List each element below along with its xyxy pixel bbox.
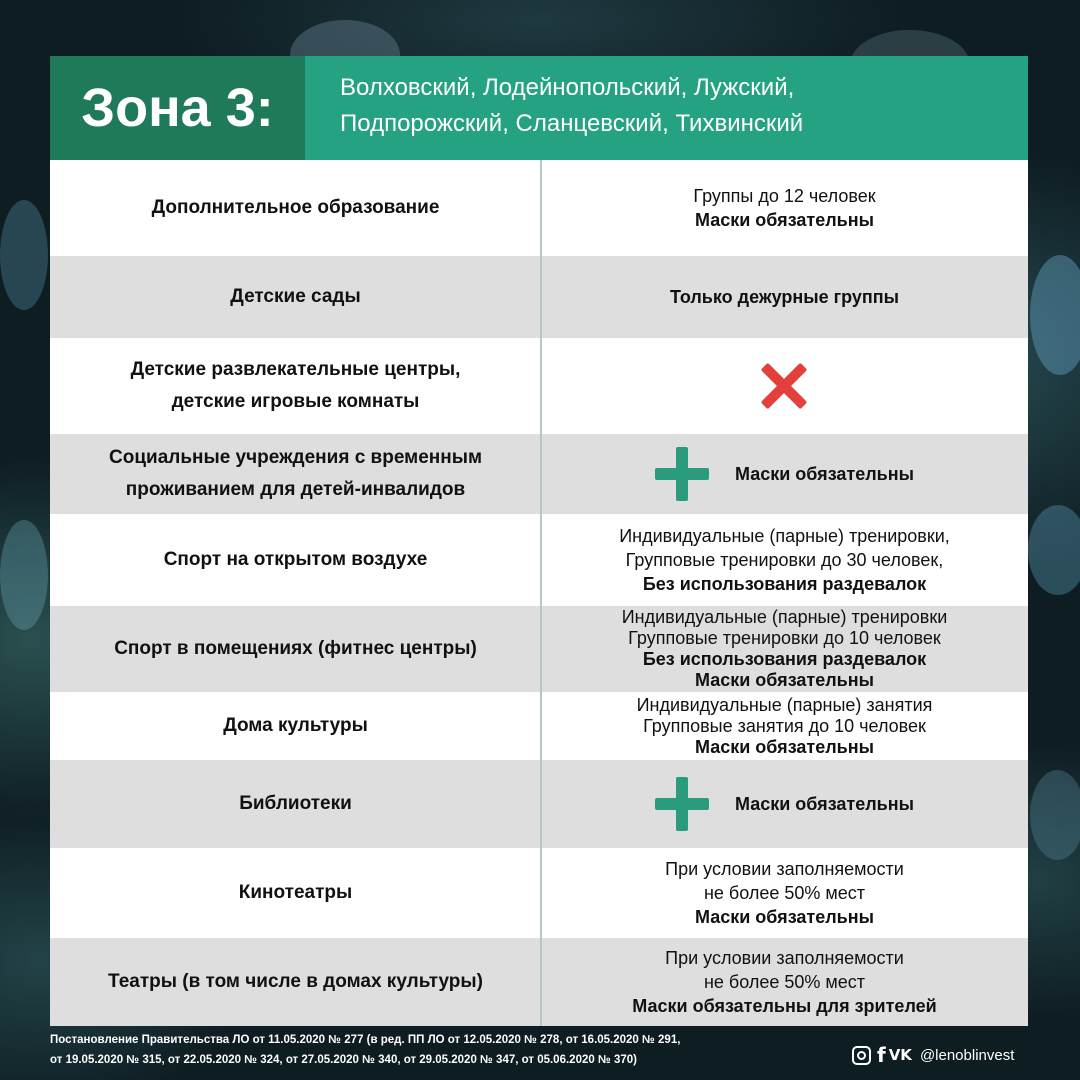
rule-text: Маски обязательны <box>695 736 874 757</box>
category-cell <box>50 434 541 514</box>
card-header <box>50 56 1028 160</box>
rule-text: Группы до 12 человек <box>693 186 876 206</box>
rule-text: Без использования раздевалок <box>642 574 927 594</box>
cross-icon <box>761 362 809 410</box>
column-divider <box>540 160 542 1026</box>
instagram-icon[interactable] <box>852 1046 871 1065</box>
table-row <box>50 434 1028 514</box>
allowed-indicator <box>655 447 914 501</box>
social-links <box>852 1043 1014 1067</box>
category-cell <box>50 160 541 256</box>
background-blob <box>1028 505 1080 595</box>
rule-text: При условии заполняемости <box>665 948 904 968</box>
footnote-line-2: от 19.05.2020 № 315, от 22.05.2020 № 324, от 27.05.2020 № 340, от 29.05.2020 № 347, от 05.06.2020 № 370) <box>50 1054 637 1066</box>
social-handle[interactable]: @lenoblinvest <box>919 1046 1015 1064</box>
rule-cell <box>541 434 1028 514</box>
category-cell <box>50 606 541 692</box>
rule-text: При условии заполняемости <box>665 859 904 879</box>
facebook-icon[interactable]: f <box>877 1043 886 1067</box>
table-row <box>50 160 1028 256</box>
table-row <box>50 606 1028 692</box>
rule-text: Групповые тренировки до 30 человек, <box>625 550 944 570</box>
rule-cell <box>541 848 1028 938</box>
category-cell <box>50 760 541 848</box>
table-row <box>50 256 1028 338</box>
footnote-line-1: Постановление Правительства ЛО от 11.05.2020 № 277 (в ред. ПП ЛО от 12.05.2020 № 278, от 16.05.2020 № 291, <box>50 1034 681 1046</box>
rule-text: Групповые занятия до 10 человек <box>643 715 926 736</box>
category-label: Детские развлекательные центры, <box>130 359 461 380</box>
background-blob <box>1030 770 1080 860</box>
rule-text: Маски обязательны <box>695 210 874 230</box>
vk-icon[interactable]: VK <box>888 1046 912 1064</box>
rule-cell <box>541 338 1028 434</box>
rule-cell <box>541 256 1028 338</box>
rule-text: Индивидуальные (парные) тренировки, <box>619 526 950 546</box>
rule-text: Маски обязательны <box>695 670 874 690</box>
zone-info-card <box>50 56 1028 1026</box>
table-row <box>50 692 1028 760</box>
category-label: Социальные учреждения с временным <box>109 447 482 468</box>
background-blob <box>1030 255 1080 375</box>
plus-icon <box>655 777 709 831</box>
category-cell <box>50 692 541 760</box>
background-blob <box>0 520 48 630</box>
category-label: Библиотеки <box>239 793 352 814</box>
category-label: Дополнительное образование <box>151 197 440 218</box>
rule-cell <box>541 938 1028 1026</box>
zone-title: Зона 3: <box>50 56 305 160</box>
category-label: Кинотеатры <box>238 882 353 903</box>
rule-text: не более 50% мест <box>703 883 866 903</box>
allowed-indicator <box>655 777 914 831</box>
category-label: Театры (в том числе в домах культуры) <box>108 971 483 992</box>
plus-icon <box>655 447 709 501</box>
category-label: проживанием для детей-инвалидов <box>125 479 466 500</box>
regions-line-2: Подпорожский, Сланцевский, Тихвинский <box>340 110 804 137</box>
table-row <box>50 514 1028 606</box>
regions-panel <box>305 56 1028 160</box>
category-cell <box>50 938 541 1026</box>
background-blob <box>0 200 48 310</box>
table-row <box>50 338 1028 434</box>
regions-line-1: Волховский, Лодейнопольский, Лужский, <box>340 74 795 101</box>
rule-text: Маски обязательны для зрителей <box>632 996 937 1016</box>
rule-text: не более 50% мест <box>703 972 866 992</box>
rule-text: Групповые тренировки до 10 человек <box>628 628 941 648</box>
category-cell <box>50 848 541 938</box>
category-label: Детские сады <box>230 286 361 307</box>
category-label: Спорт в помещениях (фитнес центры) <box>114 638 477 659</box>
rule-text: Маски обязательны <box>735 463 914 484</box>
rule-cell <box>541 160 1028 256</box>
table-row <box>50 760 1028 848</box>
category-cell <box>50 514 541 606</box>
rule-text: Маски обязательны <box>735 793 914 814</box>
category-label: Спорт на открытом воздухе <box>163 549 428 570</box>
rule-cell <box>541 606 1028 692</box>
legal-footnote <box>50 1030 850 1070</box>
rule-text: Индивидуальные (парные) тренировки <box>621 607 948 627</box>
category-label: детские игровые комнаты <box>171 391 420 412</box>
category-cell <box>50 256 541 338</box>
rule-text: Без использования раздевалок <box>642 649 927 669</box>
rule-text: Маски обязательны <box>695 907 874 927</box>
rule-cell <box>541 514 1028 606</box>
table-row <box>50 848 1028 938</box>
category-cell <box>50 338 541 434</box>
category-label: Дома культуры <box>223 715 368 736</box>
rule-cell <box>541 692 1028 760</box>
rule-text: Индивидуальные (парные) занятия <box>636 694 933 715</box>
rule-text: Только дежурные группы <box>669 287 900 307</box>
table-row <box>50 938 1028 1026</box>
rule-cell <box>541 760 1028 848</box>
